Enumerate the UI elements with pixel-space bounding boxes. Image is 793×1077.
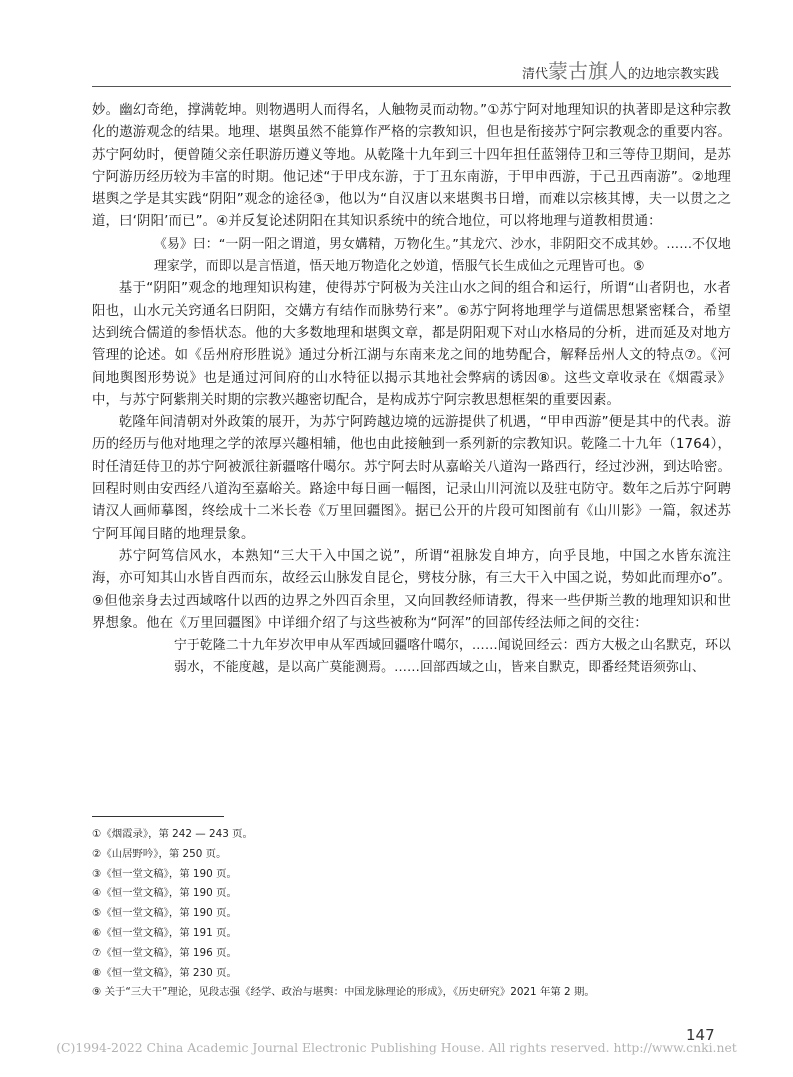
article-body [92,100,731,680]
footnote-3: ③《恒一堂文稿》，第 190 页。 [92,867,237,880]
footnote-5: ⑤《恒一堂文稿》，第 190 页。 [92,907,237,920]
paragraph-3: 乾隆年间清朝对外政策的展开，为苏宁阿跨越边境的远游提供了机遇，“甲申西游”便是其中的代表。游历的经历与他对地理之学的浓厚兴趣相辅，他也由此接触到一系列新的宗教知识。乾隆二十九年（1764），时任清廷侍卫的苏宁阿被派往新疆喀什噶尔。苏宁阿去时从嘉峪关八道沟一路西行，经过沙洲，到达哈密。回程时则由安西经八道沟至嘉峪关。路途中每日画一幅图，记录山川河流以及驻屯防守。数年之后苏宁阿聘请汉人画师摹图，终绘成十二米长卷《万里回疆图》。据已公开的片段可知图前有《山川影》一篇，叙述苏宁阿耳闻目睹的地理景象。 [92,415,731,542]
footnote-2: ②《山居野吟》，第 250 页。 [92,847,227,860]
running-title-suffix: 的边地宗教实践 [627,67,719,82]
running-title-prefix: 清代 [521,67,548,82]
paragraph-4: 苏宁阿笃信风水，本熟知“三大干入中国之说”，所谓“祖脉发自坤方，向乎艮地，中国之水皆东流注海，亦可知其山水皆自西而东，故经云山脉发自昆仑，劈枝分脉，有三大干入中国之说，势如此而理亦o”。⑨但他亲身去过西域喀什以西的边界之外四百余里，又向回教经师请教，得来一些伊斯兰教的地理知识和世界想象。他在《万里回疆图》中详细介绍了与这些被称为“阿浑”的回部传经法师之间的交往： [92,548,731,631]
quotation-1: 《易》曰：“一阴一阳之谓道，男女媾精，万物化生。”其龙穴、沙水，非阴阳交不成其妙。……不仅地理家学，而即以是言悟道，悟天地万物造化之妙道，悟服气长生成仙之元理皆可也。⑤ [154,236,731,275]
paragraph-1: 妙。幽幻奇绝，撑满乾坤。则物遇明人而得名，人触物灵而动物。”①苏宁阿对地理知识的执著即是这种宗教化的遨游观念的结果。地理、堪舆虽然不能算作严格的宗教知识，但也是衔接苏宁阿宗教观念的重要内容。苏宁阿幼时，便曾随父亲任职游历遵义等地。从乾隆十九年到三十四年担任蓝翎侍卫和三等侍卫期间，是苏宁阿游历经历较为丰富的时期。他记述“于甲戌东游，于丁丑东南游，于甲申西游，于己丑西南游”。②地理堪舆之学是其实践“阴阳”观念的途径③，他以为“自汉唐以来堪舆书日增，而难以宗核其博，夫一以贯之之道，曰‘阴阳’而已”。④并反复论述阴阳在其知识系统中的统合地位，可以将地理与道教相贯通： [92,103,731,230]
paragraph-2: 基于“阴阳”观念的地理知识构建，使得苏宁阿极为关注山水之间的组合和运行，所谓“山者阴也，水者阳也，山水元关窍通名曰阴阳，交媾方有结作而脉势行来”。⑥苏宁阿将地理学与道儒思想紧密糅合，希望达到统合儒道的参悟状态。他的大多数地理和堪舆文章，都是阴阳观下对山水格局的分析，进而延及对地方管理的论述。如《岳州府形胜说》通过分析江湖与东南来龙之间的地势配合，解释岳州人文的特点⑦。《河间地舆图形势说》也是通过河间府的山水特征以揭示其地社会弊病的诱因⑧。这些文章收录在《烟霞录》中，与苏宁阿紫荆关时期的宗教兴趣密切配合，是构成苏宁阿宗教思想框架的重要因素。 [92,281,731,408]
footnote-1: ①《烟霞录》，第 242 — 243 页。 [92,828,253,840]
running-title-emphasis: 蒙古旗人 [547,59,628,83]
running-header [92,59,731,87]
footnote-divider [92,816,224,817]
copyright-watermark: (C)1994-2022 China Academic Journal Electronic Publishing House. All rights reserved. http://www.cnki.net [56,1040,737,1055]
footnote-9: ⑨ 关于“三大干”理论，见段志强《经学、政治与堪舆：中国龙脉理论的形成》，《历史研究》2021 年第 2 期。 [92,986,595,999]
footnotes [92,825,595,1003]
quotation-2: 宁于乾隆二十九年岁次甲申从军西域回疆喀什噶尔，……闻说回经云：西方大极之山名默克，环以弱水，不能度越，是以高广莫能测焉。……回部西域之山，皆来自默克，即番经梵语须弥山、 [174,638,731,676]
running-title [522,55,719,84]
footnote-6: ⑥《恒一堂文稿》，第 191 页。 [92,926,237,939]
footnote-8: ⑧《恒一堂文稿》，第 230 页。 [92,966,237,979]
page-number: 147 [686,1026,715,1044]
footnote-7: ⑦《恒一堂文稿》，第 196 页。 [92,946,237,959]
footnote-4: ④《恒一堂文稿》，第 190 页。 [92,887,237,900]
